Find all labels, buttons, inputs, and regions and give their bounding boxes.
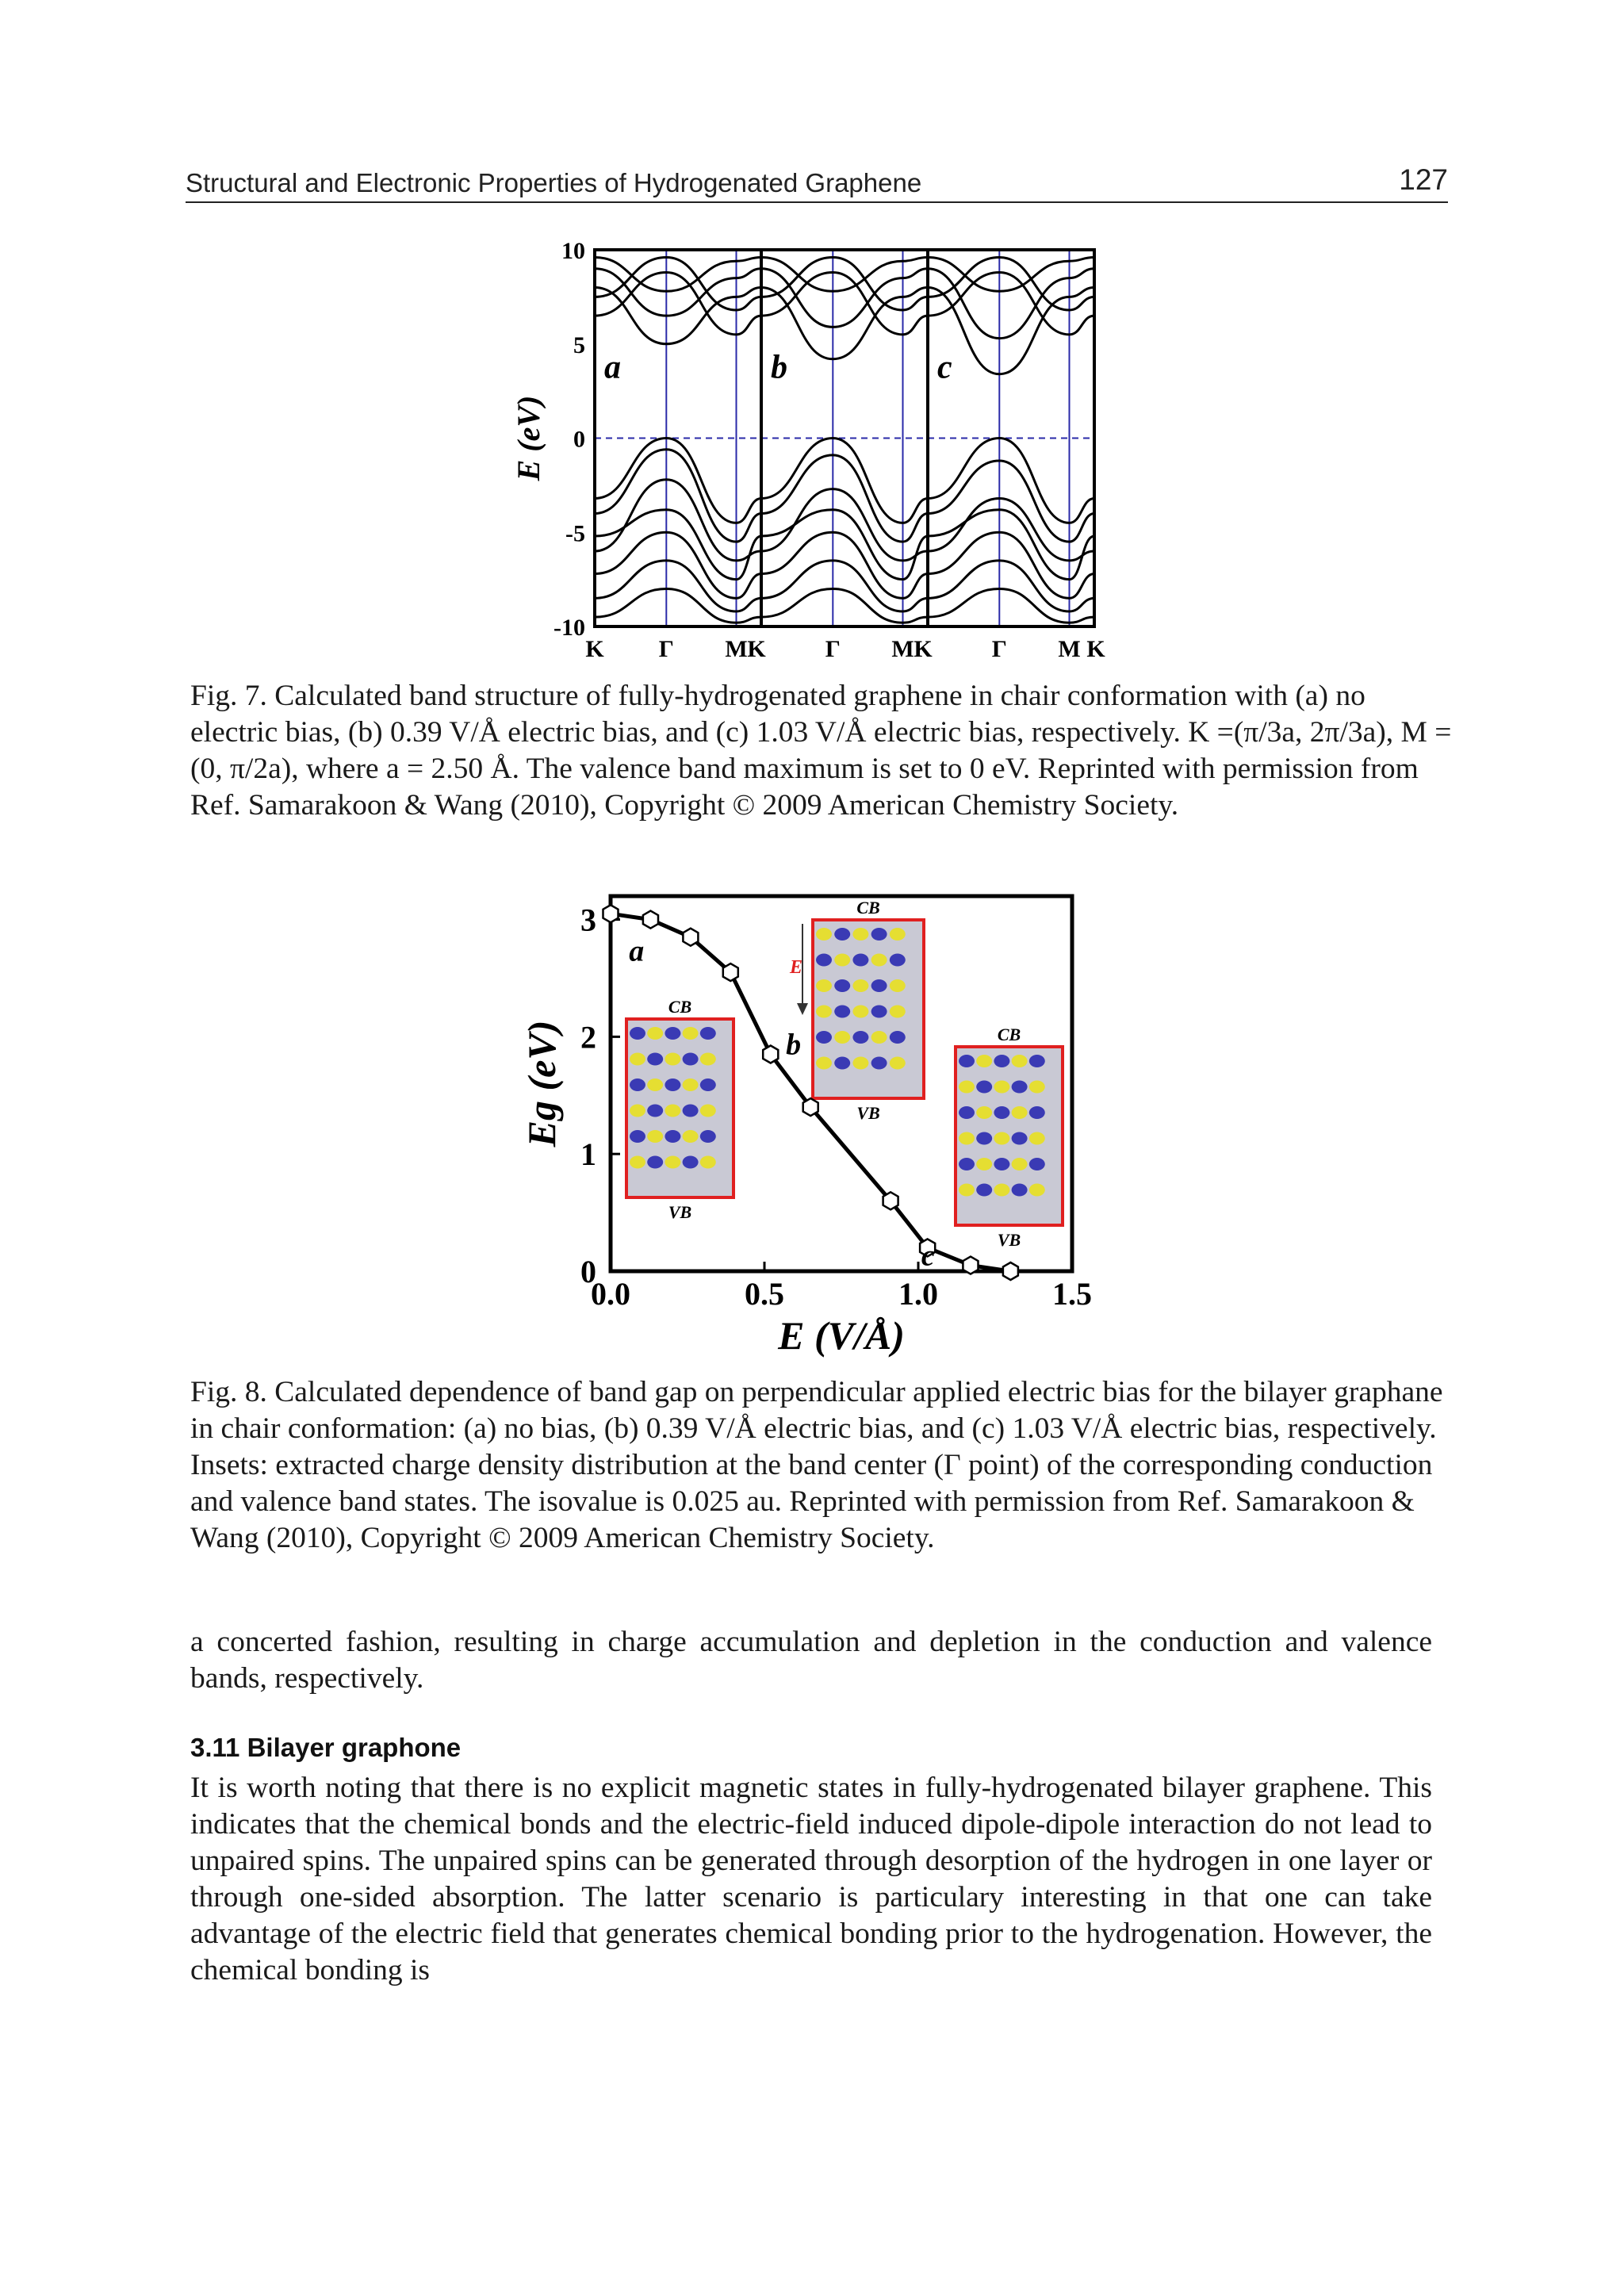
isosurface-lobe (834, 1057, 850, 1070)
y-tick-label: -5 (565, 520, 585, 547)
paragraph-2-text: It is worth noting that there is no explicit magnetic states in fully-hydrogenated bilayer graphene. This indicates that the chemical bonds and the electric-field induced dipole-dipole interaction do not lead to unpaired spins. The unpaired spins can be generated through desorption of the hydrogen in one layer or through one-sided absorption. The latter scenario is particulary interesting in that one can take advantage of the electric field that generates chemical bonding prior to the hydrogenation. However, the chemical bonding is (190, 1772, 1432, 1986)
isosurface-lobe (976, 1132, 992, 1145)
isosurface-lobe (1012, 1055, 1028, 1067)
isosurface-lobe (1029, 1081, 1045, 1094)
inset-a (626, 997, 733, 1222)
isosurface-lobe (700, 1053, 716, 1066)
isosurface-lobe (683, 1130, 699, 1143)
k-point-label: M (891, 636, 914, 662)
isosurface-lobe (700, 1027, 716, 1040)
isosurface-lobe (683, 1053, 699, 1066)
isosurface-lobe (834, 928, 850, 941)
isosurface-lobe (994, 1106, 1009, 1119)
page-number: 127 (1399, 163, 1448, 196)
inset-b (813, 898, 924, 1123)
data-point (763, 1046, 778, 1063)
isosurface-lobe (630, 1078, 645, 1091)
inset-vb-label: VB (856, 1103, 880, 1123)
k-point-label: M (725, 636, 748, 662)
inset-c (956, 1025, 1063, 1250)
isosurface-lobe (890, 979, 906, 992)
point-label-b: b (786, 1028, 802, 1062)
k-point-label: K (747, 636, 766, 662)
y-tick-label: 10 (561, 238, 585, 264)
k-point-label: K (585, 636, 604, 662)
inset-vb-label: VB (997, 1230, 1021, 1250)
data-point (603, 905, 619, 922)
isosurface-lobe (834, 979, 850, 992)
isosurface-lobe (1012, 1132, 1028, 1145)
isosurface-lobe (630, 1105, 645, 1117)
y-axis-label: Eg (eV) (519, 1020, 564, 1147)
figure-7-plot (511, 230, 1105, 674)
isosurface-lobe (871, 1057, 887, 1070)
panel-label: b (771, 349, 787, 386)
inset-vb-label: VB (668, 1202, 692, 1222)
isosurface-lobe (959, 1132, 975, 1145)
y-tick-label: -10 (553, 615, 585, 641)
x-tick-label: 1.0 (898, 1276, 938, 1312)
isosurface-lobe (959, 1055, 975, 1067)
isosurface-lobe (871, 979, 887, 992)
running-title: Structural and Electronic Properties of Hydrogenated Graphene (186, 168, 922, 197)
isosurface-lobe (1029, 1106, 1045, 1119)
isosurface-lobe (665, 1130, 680, 1143)
isosurface-lobe (647, 1105, 663, 1117)
isosurface-lobe (683, 1156, 699, 1169)
isosurface-lobe (683, 1105, 699, 1117)
inset-cb-label: CB (668, 997, 692, 1017)
k-point-label: M (1058, 636, 1081, 662)
y-tick-label: 1 (580, 1136, 596, 1173)
isosurface-lobe (1029, 1158, 1045, 1170)
isosurface-lobe (1029, 1184, 1045, 1197)
isosurface-lobe (994, 1081, 1009, 1094)
isosurface-lobe (647, 1027, 663, 1040)
isosurface-lobe (1012, 1158, 1028, 1170)
isosurface-lobe (852, 1057, 868, 1070)
isosurface-lobe (647, 1053, 663, 1066)
isosurface-lobe (852, 954, 868, 967)
band-panel-a (595, 250, 761, 626)
isosurface-lobe (816, 928, 832, 941)
figure-7-caption (190, 678, 1459, 824)
isosurface-lobe (994, 1184, 1009, 1197)
isosurface-lobe (700, 1156, 716, 1169)
k-point-label: Γ (991, 636, 1007, 662)
body-paragraph-1 (190, 1624, 1432, 1697)
figure-8-plot (519, 884, 1102, 1360)
isosurface-lobe (834, 1006, 850, 1018)
figure-8-caption-text: Fig. 8. Calculated dependence of band gap on perpendicular applied electric bias for the bilayer graphane in chair conformation: (a) no bias, (b) 0.39 V/Å electric bias, and (c) 1.03 V/Å electric bias, respectively. Insets: extracted charge density distribution at the band center (Γ point) of the corresponding conduction and valence band states. The isovalue is 0.025 au. Reprinted with permission from Ref. Samarakoon & Wang (2010), Copyright © 2009 American Chemistry Society. (190, 1376, 1443, 1554)
k-point-label: K (1086, 636, 1105, 662)
field-label: E (790, 957, 803, 978)
isosurface-lobe (994, 1158, 1009, 1170)
isosurface-lobe (959, 1106, 975, 1119)
data-point (643, 911, 658, 929)
isosurface-lobe (683, 1078, 699, 1091)
isosurface-lobe (647, 1130, 663, 1143)
figure-7-caption-text: Fig. 7. Calculated band structure of fully-hydrogenated graphene in chair conformation with (a) no electric bias, (b) 0.39 V/Å electric bias, and (c) 1.03 V/Å electric bias, respectively. K =(π/3a, 2π/3a), M =(0, π/2a), where a = 2.50 Å. The valence band maximum is set to 0 eV. Reprinted with permission from Ref. Samarakoon & Wang (2010), Copyright © 2009 American Chemistry Society. (190, 680, 1452, 822)
k-point-label: Γ (825, 636, 841, 662)
isosurface-lobe (834, 954, 850, 967)
isosurface-lobe (890, 1031, 906, 1044)
y-tick-label: 0 (573, 426, 585, 453)
data-point (1003, 1262, 1018, 1280)
isosurface-lobe (852, 1006, 868, 1018)
panel-label: c (937, 349, 952, 386)
isosurface-lobe (816, 1031, 832, 1044)
data-point (803, 1098, 818, 1116)
isosurface-lobe (630, 1053, 645, 1066)
isosurface-lobe (665, 1105, 680, 1117)
y-tick-label: 2 (580, 1019, 596, 1055)
isosurface-lobe (1029, 1055, 1045, 1067)
isosurface-lobe (630, 1027, 645, 1040)
inset-cb-label: CB (856, 898, 880, 918)
isosurface-lobe (976, 1106, 992, 1119)
isosurface-lobe (647, 1156, 663, 1169)
isosurface-lobe (959, 1081, 975, 1094)
isosurface-lobe (665, 1027, 680, 1040)
k-point-label: Γ (658, 636, 674, 662)
data-point (963, 1257, 978, 1274)
x-tick-label: 0.0 (591, 1276, 630, 1312)
isosurface-lobe (816, 1057, 832, 1070)
isosurface-lobe (683, 1027, 699, 1040)
isosurface-lobe (647, 1078, 663, 1091)
isosurface-lobe (959, 1158, 975, 1170)
isosurface-lobe (976, 1055, 992, 1067)
isosurface-lobe (630, 1156, 645, 1169)
isosurface-lobe (834, 1031, 850, 1044)
isosurface-lobe (700, 1105, 716, 1117)
isosurface-lobe (700, 1078, 716, 1091)
isosurface-lobe (852, 1031, 868, 1044)
isosurface-lobe (1029, 1132, 1045, 1145)
isosurface-lobe (871, 1006, 887, 1018)
isosurface-lobe (630, 1130, 645, 1143)
isosurface-lobe (890, 954, 906, 967)
isosurface-lobe (1012, 1081, 1028, 1094)
panel-label: a (604, 349, 621, 386)
k-point-label: K (914, 636, 933, 662)
isosurface-lobe (976, 1081, 992, 1094)
isosurface-lobe (665, 1053, 680, 1066)
isosurface-lobe (871, 1031, 887, 1044)
field-arrowhead (797, 1003, 808, 1015)
band-panel-b (761, 250, 928, 626)
data-point (883, 1192, 898, 1209)
y-axis-label: E (eV) (511, 395, 546, 481)
x-axis-label: E (V/Å) (778, 1313, 905, 1358)
y-tick-label: 0 (580, 1254, 596, 1289)
isosurface-lobe (871, 954, 887, 967)
section-heading: 3.11 Bilayer graphone (190, 1733, 462, 1762)
figure-7 (511, 230, 1105, 674)
isosurface-lobe (890, 928, 906, 941)
isosurface-lobe (890, 1006, 906, 1018)
isosurface-lobe (890, 1057, 906, 1070)
figure-8 (519, 884, 1102, 1360)
paragraph-1-text: a concerted fashion, resulting in charge accumulation and depletion in the conduction and valence bands, respectively. (190, 1626, 1432, 1695)
figure-8-caption (190, 1374, 1459, 1557)
isosurface-lobe (665, 1156, 680, 1169)
body-paragraph-2 (190, 1770, 1432, 1989)
isosurface-lobe (665, 1078, 680, 1091)
point-label-a: a (629, 934, 645, 968)
isosurface-lobe (976, 1184, 992, 1197)
isosurface-lobe (816, 954, 832, 967)
isosurface-lobe (1012, 1106, 1028, 1119)
data-point (683, 929, 698, 946)
isosurface-lobe (852, 979, 868, 992)
isosurface-lobe (994, 1055, 1009, 1067)
x-tick-label: 1.5 (1052, 1276, 1092, 1312)
data-point (723, 964, 738, 981)
running-header (186, 162, 1448, 203)
band-panel-c (928, 250, 1094, 626)
y-tick-label: 5 (573, 331, 585, 358)
y-tick-label: 3 (580, 902, 596, 938)
inset-cb-label: CB (997, 1025, 1021, 1044)
point-label-c: c (921, 1239, 935, 1273)
isosurface-lobe (852, 928, 868, 941)
isosurface-lobe (816, 1006, 832, 1018)
isosurface-lobe (700, 1130, 716, 1143)
x-tick-label: 0.5 (745, 1276, 784, 1312)
isosurface-lobe (994, 1132, 1009, 1145)
isosurface-lobe (871, 928, 887, 941)
isosurface-lobe (959, 1184, 975, 1197)
isosurface-lobe (976, 1158, 992, 1170)
isosurface-lobe (816, 979, 832, 992)
isosurface-lobe (1012, 1184, 1028, 1197)
